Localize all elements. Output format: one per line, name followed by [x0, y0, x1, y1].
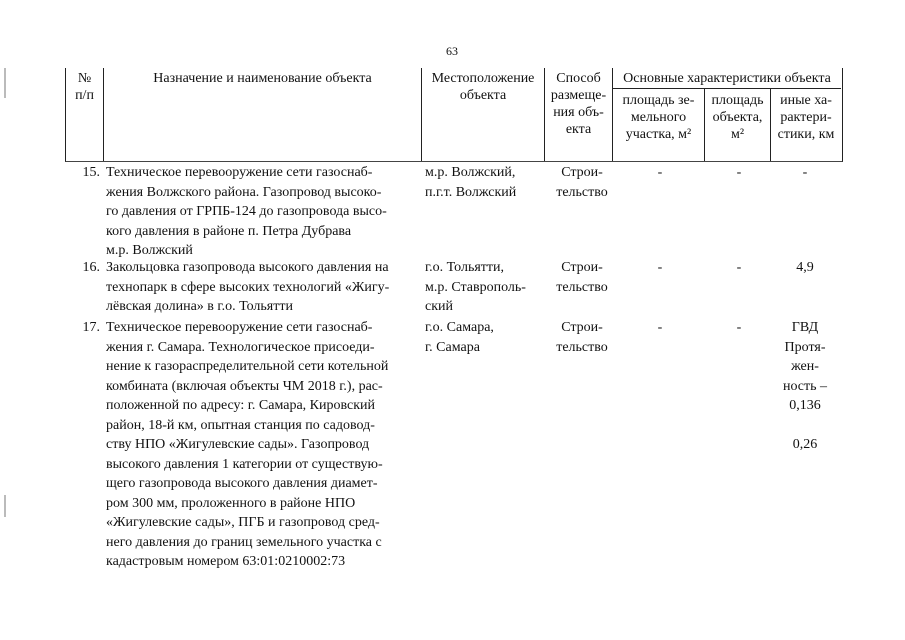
header-location-line: объекта	[459, 88, 507, 103]
row-location	[425, 258, 545, 317]
row-number: 16.	[82, 260, 100, 275]
row-land-area: -	[657, 165, 663, 180]
row-location-line: г.о. Самара,	[425, 320, 494, 335]
header-object-area-line: площадь	[711, 93, 764, 108]
table-row	[0, 318, 905, 578]
header-land-area-line: мельного	[630, 110, 687, 125]
row-object-area: -	[736, 320, 742, 335]
row-location	[425, 163, 545, 202]
header-method-line: Способ	[556, 71, 601, 86]
row-name-line: ром 300 мм, проложенного в районе НПО	[106, 495, 356, 511]
row-name-line: Техническое перевооружение сети газоснаб-	[106, 165, 373, 180]
header-land-area	[613, 92, 704, 143]
row-other	[770, 258, 840, 278]
row-method	[551, 318, 613, 357]
row-location-line: м.р. Волжский,	[425, 165, 516, 180]
row-other-line: ГВД	[791, 320, 819, 335]
row-method	[551, 258, 613, 297]
row-name-line: комбината (включая объекты ЧМ 2018 г.), рас-	[106, 378, 383, 394]
row-method-line: Строи-	[561, 260, 603, 275]
header-other-line: иные ха-	[780, 93, 832, 108]
row-method-line: тельство	[556, 339, 608, 355]
scan-artifact	[4, 495, 6, 517]
row-name-line: кого давления в районе п. Петра Дубрава	[106, 223, 352, 239]
row-name-line: жения Волжского района. Газопровод высоко-	[106, 184, 382, 200]
row-name-line: положенной по адресу: г. Самара, Кировский	[106, 398, 376, 413]
scan-artifact	[4, 68, 6, 98]
row-name-line: жения г. Самара. Технологическое присоеди-	[106, 339, 375, 355]
header-name-text: Назначение и наименование объекта	[153, 71, 372, 86]
header-object-area-line: м²	[730, 127, 745, 142]
row-location-line: м.р. Ставрополь-	[425, 279, 526, 295]
row-location-line: ский	[425, 299, 453, 314]
row-name-line: лёвская долина» в г.о. Тольятти	[106, 299, 293, 314]
row-name-line: ству НПО «Жигулевские сады». Газопровод	[106, 437, 370, 452]
row-other	[770, 318, 840, 455]
header-method-line: размеще-	[550, 88, 607, 103]
header-other-line: рактери-	[780, 110, 832, 125]
header-land-area-line: участка, м²	[625, 127, 692, 142]
row-name-line: Техническое перевооружение сети газоснаб-	[106, 320, 373, 335]
row-other-line: Протя-	[784, 339, 826, 355]
row-name	[106, 163, 418, 261]
row-other-line: ность –	[782, 378, 828, 394]
row-name	[106, 258, 418, 317]
row-method-line: тельство	[556, 279, 608, 295]
row-name-line: щего газопровода высокого давления диамет-	[106, 476, 378, 491]
row-location-line: г.о. Тольятти,	[425, 260, 505, 275]
row-other-line: -	[802, 165, 808, 180]
row-name-line: «Жигулевские сады», ПГБ и газопровод сред-	[106, 515, 380, 530]
row-other-line: жен-	[791, 359, 819, 374]
header-num	[66, 70, 103, 104]
row-name-line: него давления до границ земельного участка с	[106, 534, 382, 550]
header-name	[104, 70, 421, 87]
row-number: 17.	[82, 320, 100, 335]
row-other	[770, 163, 840, 183]
header-land-area-line: площадь зе-	[622, 93, 695, 108]
row-location-line: п.г.т. Волжский	[425, 184, 517, 200]
table-row	[0, 258, 905, 318]
header-method	[545, 70, 612, 138]
row-name-line: высокого давления 1 категории от существую-	[106, 456, 383, 472]
header-location-line: Местоположение	[431, 71, 535, 86]
header-other	[771, 92, 841, 143]
header-object-area-line: объекта,	[712, 110, 763, 125]
row-object-area: -	[736, 165, 742, 180]
header-location	[422, 70, 544, 104]
table-row	[0, 163, 905, 263]
row-name-line: м.р. Волжский	[106, 243, 193, 258]
row-method	[551, 163, 613, 202]
header-main-characteristics	[613, 70, 841, 87]
row-location-line: г. Самара	[425, 339, 480, 355]
header-num-line: п/п	[75, 88, 94, 103]
header-method-line: ния объ-	[553, 105, 604, 120]
row-method-line: Строи-	[561, 165, 603, 180]
row-method-line: Строи-	[561, 320, 603, 335]
page-number: 63	[446, 44, 458, 58]
row-name-line: кадастровым номером 63:01:0210002:73	[106, 554, 346, 569]
row-other-line: 0,26	[792, 437, 818, 452]
row-other-spacer	[770, 416, 840, 436]
row-method-line: тельство	[556, 184, 608, 200]
row-name-line: нение к газораспределительной сети котельной	[106, 359, 389, 374]
row-number: 15.	[82, 165, 100, 180]
header-main-text: Основные характеристики объекта	[623, 71, 831, 86]
header-num-line: №	[77, 71, 92, 86]
row-object-area: -	[736, 260, 742, 275]
row-other-line: 0,136	[789, 398, 821, 413]
header-divider	[612, 88, 841, 89]
header-object-area	[705, 92, 770, 143]
header-other-line: стики, км	[777, 127, 835, 142]
row-land-area: -	[657, 260, 663, 275]
row-name	[106, 318, 418, 572]
row-name-line: го давления от ГРПБ-124 до газопровода высо-	[106, 204, 387, 219]
row-other-line: 4,9	[796, 260, 814, 275]
row-name-line: технопарк в сфере высоких технологий «Жигу-	[106, 279, 390, 295]
header-method-line: екта	[565, 122, 592, 137]
row-land-area: -	[657, 320, 663, 335]
row-name-line: Закольцовка газопровода высокого давления на	[106, 260, 389, 275]
row-name-line: район, 18-й км, опытная станция по садовод-	[106, 417, 375, 433]
row-location	[425, 318, 545, 357]
